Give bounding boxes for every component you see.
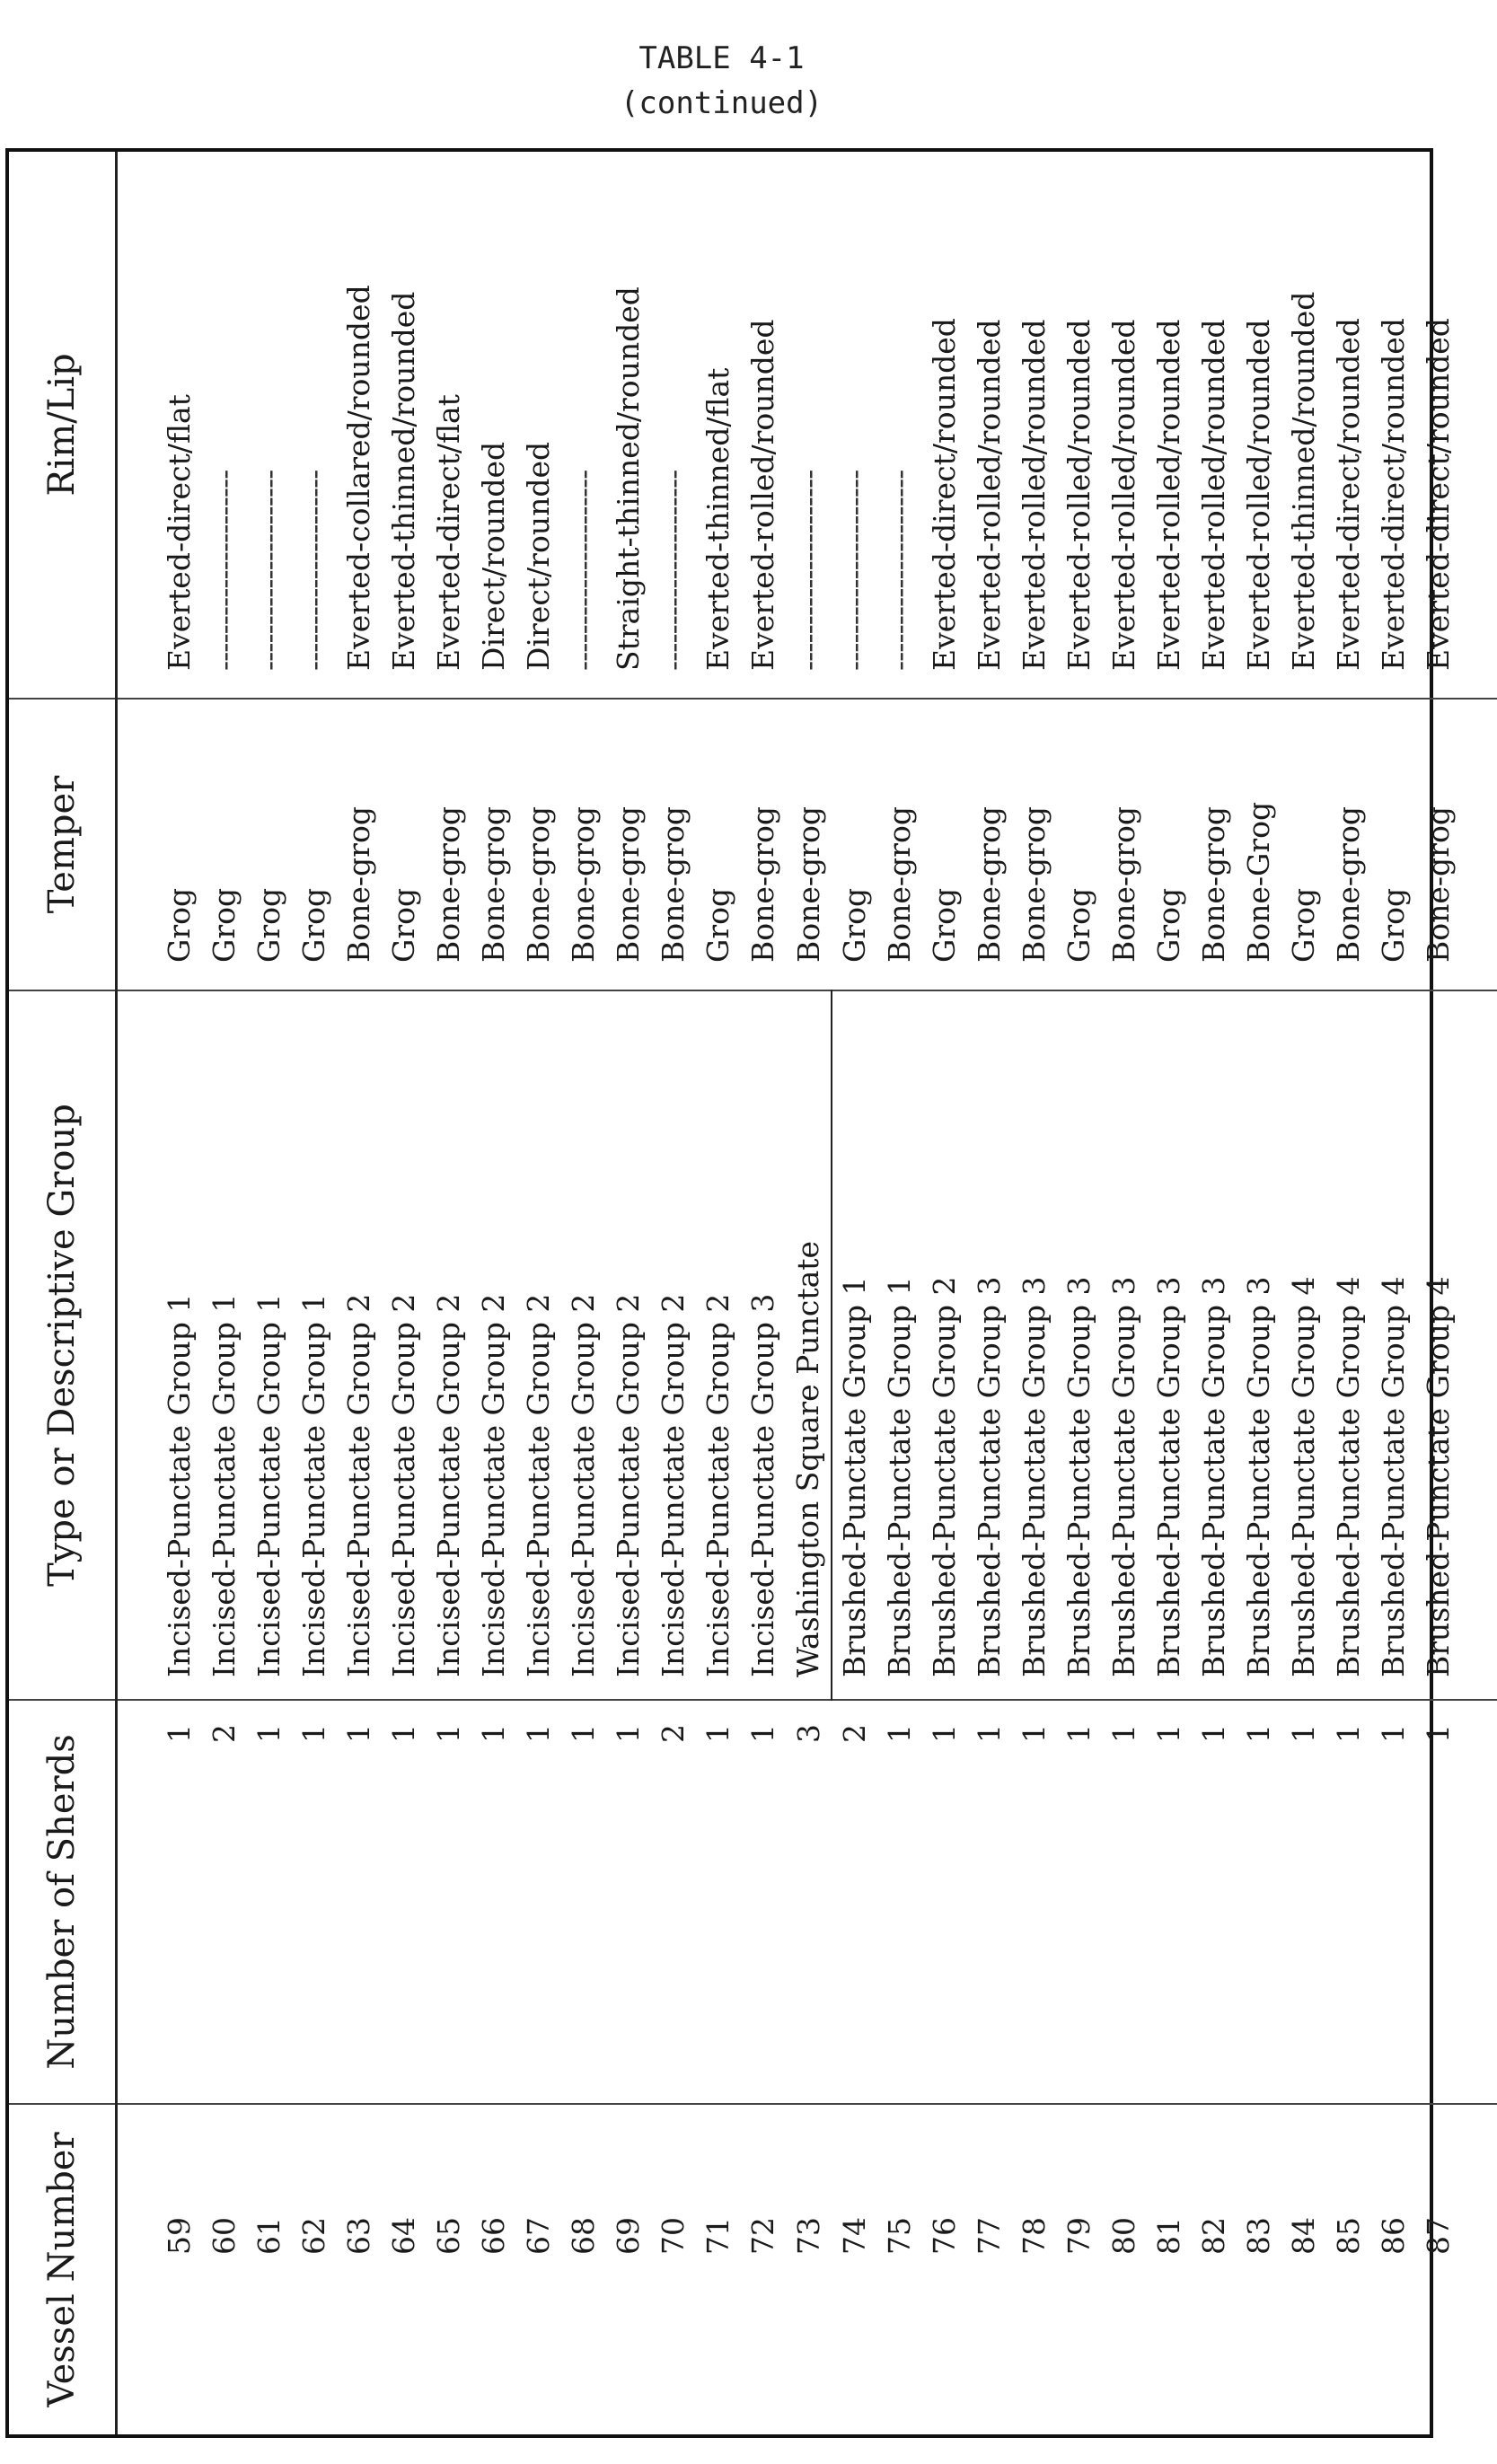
cell-sherds: 1 [741,1700,786,2104]
cell-vessel: 65 [431,2217,466,2255]
cell-rim: Everted-direct/flat [157,152,202,699]
table-row [696,152,741,2434]
table-caption [0,36,1443,126]
table-row [967,152,1012,2434]
cell-sherds: 1 [922,1700,967,2104]
cell-vessel: 64 [386,2217,421,2255]
spacer-row [1461,152,1497,2434]
cell-vessel: 78 [1017,2217,1052,2255]
cell-sherds: 1 [561,1700,606,2104]
table-row [606,152,651,2434]
cell-vessel: 63 [341,2217,376,2255]
cell-rim: Everted-rolled/rounded [1147,152,1192,699]
cell-type: Incised-Punctate Group 2 [471,990,516,1700]
rotated-table-wrapper [9,152,1456,2434]
cell-vessel: 59 [162,2217,197,2255]
header-row [9,152,117,2434]
cell-temper: Bone-Grog [1237,699,1281,990]
cell-temper: Grog [292,699,337,990]
table-row [427,152,471,2434]
cell-vessel: 68 [566,2217,601,2255]
cell-rim: Everted-thinned/flat [696,152,741,699]
cell-type: Brushed-Punctate Group 3 [1012,990,1057,1700]
cell-type: Brushed-Punctate Group 4 [1416,990,1461,1700]
cell-vessel: 76 [927,2217,962,2255]
cell-type: Incised-Punctate Group 1 [292,990,337,1700]
table-row [877,152,922,2434]
table-row [337,152,382,2434]
cell-sherds: 1 [157,1700,202,2104]
cell-sherds: 1 [967,1700,1012,2104]
cell-type: Brushed-Punctate Group 1 [877,990,922,1700]
cell-sherds: 1 [1416,1700,1461,2104]
cell-rim: Straight-thinned/rounded [606,152,651,699]
cell-vessel: 73 [790,2217,826,2255]
table-row [651,152,696,2434]
cell-type: Incised-Punctate Group 2 [651,990,696,1700]
cell-vessel: 79 [1061,2217,1096,2255]
cell-sherds: 1 [427,1700,471,2104]
cell-sherds: 1 [247,1700,292,2104]
cell-vessel: 70 [656,2217,691,2255]
cell-type: Brushed-Punctate Group 3 [1192,990,1237,1700]
cell-temper: Bone-grog [1326,699,1371,990]
cell-temper: Bone-grog [877,699,922,990]
cell-sherds: 1 [516,1700,561,2104]
cell-type: Incised-Punctate Group 1 [247,990,292,1700]
cell-rim: Everted-rolled/rounded [1102,152,1147,699]
cell-sherds: 1 [471,1700,516,2104]
table-row [1192,152,1237,2434]
cell-rim: Everted-direct/rounded [922,152,967,699]
spacer-row [117,152,158,2434]
cell-sherds: 1 [1192,1700,1237,2104]
cell-rim: Everted-direct/flat [427,152,471,699]
cell-vessel: 85 [1331,2217,1366,2255]
table-row [1416,152,1461,2434]
cell-type: Brushed-Punctate Group 2 [922,990,967,1700]
cell-type: Brushed-Punctate Group 4 [1281,990,1326,1700]
cell-rim: ---------------------- [561,152,606,699]
cell-sherds: 1 [696,1700,741,2104]
cell-temper: Bone-grog [1012,699,1057,990]
cell-temper: Grog [247,699,292,990]
cell-sherds: 1 [877,1700,922,2104]
cell-rim: Everted-rolled/rounded [1057,152,1102,699]
table-frame [5,148,1456,2438]
cell-rim: ---------------------- [247,152,292,699]
table-row [382,152,427,2434]
cell-rim: Direct/rounded [471,152,516,699]
cell-vessel: 75 [882,2217,917,2255]
cell-vessel: 69 [611,2217,646,2255]
caption-subtitle: (continued) [620,85,823,121]
table-row [1237,152,1281,2434]
cell-rim: Everted-rolled/rounded [741,152,786,699]
cell-temper: Grog [382,699,427,990]
cell-temper: Grog [1281,699,1326,990]
cell-temper: Bone-grog [651,699,696,990]
cell-sherds: 1 [1057,1700,1102,2104]
table-row [1281,152,1326,2434]
table-row [1326,152,1371,2434]
cell-rim: Everted-thinned/rounded [1281,152,1326,699]
cell-sherds: 1 [606,1700,651,2104]
cell-sherds: 1 [382,1700,427,2104]
table-row [786,152,832,2434]
cell-rim: Everted-rolled/rounded [1192,152,1237,699]
cell-type: Incised-Punctate Group 2 [382,990,427,1700]
table-body [117,152,1497,2434]
table-row [832,152,877,2434]
cell-type: Brushed-Punctate Group 4 [1371,990,1416,1700]
cell-sherds: 1 [1147,1700,1192,2104]
vessel-table [9,152,1497,2434]
caption-title: TABLE 4-1 [638,40,805,76]
table-row [1012,152,1057,2434]
cell-vessel: 60 [207,2217,242,2255]
cell-rim: ---------------------- [651,152,696,699]
cell-sherds: 2 [651,1700,696,2104]
cell-temper: Grog [1057,699,1102,990]
cell-rim: ---------------------- [786,152,832,699]
cell-sherds: 3 [786,1700,832,2104]
cell-temper: Grog [1371,699,1416,990]
cell-temper: Grog [1147,699,1192,990]
cell-type: Incised-Punctate Group 2 [427,990,471,1700]
table-row [292,152,337,2434]
cell-sherds: 1 [1326,1700,1371,2104]
cell-vessel: 82 [1196,2217,1231,2255]
cell-sherds: 1 [337,1700,382,2104]
cell-rim: Direct/rounded [516,152,561,699]
cell-temper: Grog [832,699,877,990]
cell-temper: Grog [922,699,967,990]
cell-type: Incised-Punctate Group 2 [516,990,561,1700]
cell-temper: Bone-grog [1102,699,1147,990]
header-temper: Temper [9,699,117,990]
cell-temper: Bone-grog [471,699,516,990]
cell-type: Washington Square Punctate [786,990,832,1700]
cell-vessel: 66 [476,2217,511,2255]
table-row [202,152,247,2434]
cell-sherds: 2 [832,1700,877,2104]
cell-type: Brushed-Punctate Group 4 [1326,990,1371,1700]
cell-rim: ---------------------- [292,152,337,699]
cell-sherds: 1 [292,1700,337,2104]
cell-rim: Everted-rolled/rounded [1012,152,1057,699]
cell-type: Incised-Punctate Group 3 [741,990,786,1700]
cell-type: Incised-Punctate Group 2 [337,990,382,1700]
cell-temper: Bone-grog [1192,699,1237,990]
cell-temper: Grog [696,699,741,990]
cell-vessel: 83 [1241,2217,1276,2255]
cell-vessel: 61 [251,2217,286,2255]
cell-type: Brushed-Punctate Group 3 [1102,990,1147,1700]
cell-temper: Bone-grog [741,699,786,990]
table-row [1102,152,1147,2434]
table-row [1057,152,1102,2434]
table-row [247,152,292,2434]
cell-temper: Bone-grog [561,699,606,990]
table-row [1371,152,1416,2434]
header-rim-lip: Rim/Lip [9,152,117,699]
cell-sherds: 2 [202,1700,247,2104]
cell-sherds: 1 [1102,1700,1147,2104]
table-row [471,152,516,2434]
table-row [516,152,561,2434]
cell-type: Brushed-Punctate Group 3 [1057,990,1102,1700]
header-type: Type or Descriptive Group [9,990,117,1700]
cell-temper: Bone-grog [337,699,382,990]
cell-rim: Everted-collared/rounded [337,152,382,699]
cell-vessel: 80 [1106,2217,1141,2255]
cell-type: Incised-Punctate Group 2 [606,990,651,1700]
table-row [561,152,606,2434]
cell-temper: Bone-grog [786,699,832,990]
cell-rim: Everted-thinned/rounded [382,152,427,699]
cell-type: Brushed-Punctate Group 1 [832,990,877,1700]
cell-temper: Grog [157,699,202,990]
cell-type: Brushed-Punctate Group 3 [1237,990,1281,1700]
cell-vessel: 67 [521,2217,556,2255]
header-vessel-number: Vessel Number [9,2104,117,2434]
cell-vessel: 72 [745,2217,780,2255]
cell-type: Incised-Punctate Group 1 [157,990,202,1700]
cell-type: Brushed-Punctate Group 3 [967,990,1012,1700]
cell-vessel: 87 [1421,2217,1456,2255]
cell-rim: Everted-direct/rounded [1416,152,1461,699]
cell-rim: Everted-direct/rounded [1371,152,1416,699]
cell-sherds: 1 [1371,1700,1416,2104]
cell-rim: Everted-rolled/rounded [1237,152,1281,699]
table-row [741,152,786,2434]
cell-rim: ---------------------- [832,152,877,699]
cell-vessel: 84 [1286,2217,1321,2255]
cell-sherds: 1 [1012,1700,1057,2104]
cell-rim: Everted-direct/rounded [1326,152,1371,699]
cell-temper: Bone-grog [516,699,561,990]
cell-type: Incised-Punctate Group 2 [696,990,741,1700]
table-row [157,152,202,2434]
cell-rim: ---------------------- [877,152,922,699]
cell-type: Incised-Punctate Group 1 [202,990,247,1700]
cell-vessel: 86 [1376,2217,1411,2255]
cell-temper: Bone-grog [427,699,471,990]
header-number-of-sherds: Number of Sherds [9,1700,117,2104]
cell-temper: Bone-grog [967,699,1012,990]
table-row [1147,152,1192,2434]
cell-vessel: 77 [972,2217,1007,2255]
cell-vessel: 81 [1151,2217,1186,2255]
cell-type: Incised-Punctate Group 2 [561,990,606,1700]
cell-temper: Bone-grog [606,699,651,990]
cell-sherds: 1 [1237,1700,1281,2104]
cell-sherds: 1 [1281,1700,1326,2104]
cell-temper: Bone-grog [1416,699,1461,990]
cell-rim: Everted-rolled/rounded [967,152,1012,699]
cell-vessel: 62 [296,2217,331,2255]
cell-type: Brushed-Punctate Group 3 [1147,990,1192,1700]
cell-rim: ---------------------- [202,152,247,699]
cell-vessel: 74 [836,2217,872,2255]
cell-vessel: 71 [700,2217,735,2255]
cell-temper: Grog [202,699,247,990]
table-row [922,152,967,2434]
